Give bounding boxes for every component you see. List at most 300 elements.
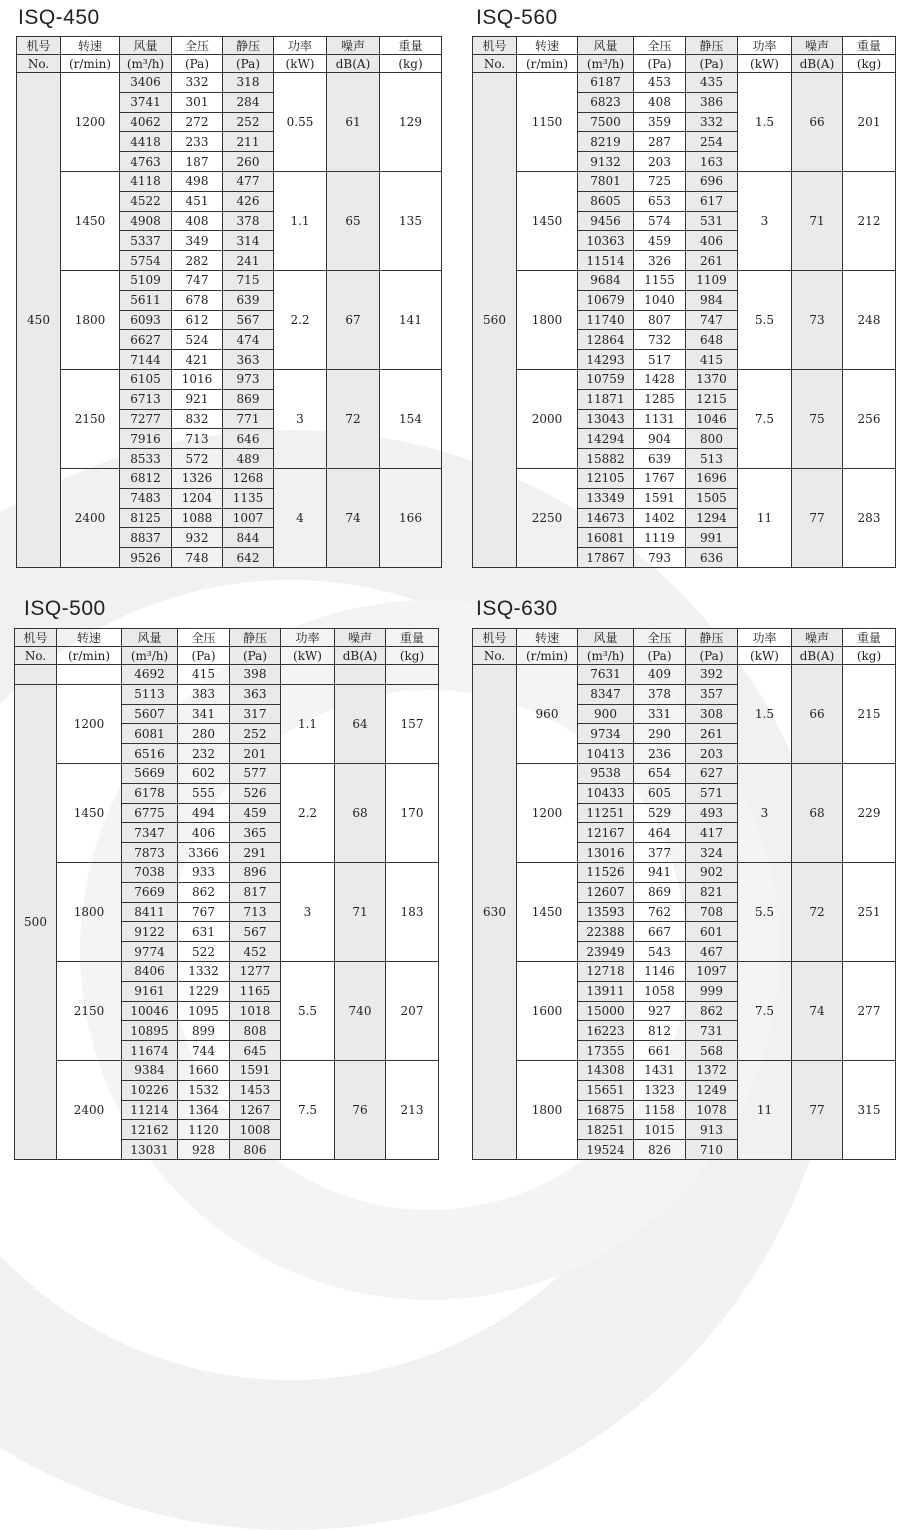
total-pressure-cell: 747 <box>172 270 223 290</box>
static-pressure-cell: 1372 <box>686 1060 738 1080</box>
power-cell: 4 <box>274 468 327 567</box>
airflow-cell: 17355 <box>578 1041 634 1061</box>
noise-cell: 72 <box>792 862 843 961</box>
total-pressure-cell: 406 <box>178 823 230 843</box>
total-pressure-cell: 524 <box>172 330 223 350</box>
static-pressure-cell: 991 <box>686 528 738 548</box>
airflow-cell: 7144 <box>120 350 172 370</box>
total-pressure-cell: 1131 <box>634 409 686 429</box>
static-pressure-cell: 398 <box>230 665 281 685</box>
header-noise-unit: dB(A) <box>327 55 380 73</box>
total-pressure-cell: 522 <box>178 942 230 962</box>
total-pressure-cell: 272 <box>172 112 223 132</box>
total-pressure-cell: 812 <box>634 1021 686 1041</box>
total-pressure-cell: 1767 <box>634 468 686 488</box>
static-pressure-cell: 627 <box>686 763 738 783</box>
static-pressure-cell: 261 <box>686 724 738 744</box>
power-cell: 1.5 <box>738 665 792 764</box>
header-model-unit: No. <box>473 647 517 665</box>
total-pressure-cell: 529 <box>634 803 686 823</box>
header-speed-unit: (r/min) <box>61 55 120 73</box>
total-pressure-cell: 377 <box>634 843 686 863</box>
total-pressure-cell: 232 <box>178 744 230 764</box>
airflow-cell: 9734 <box>578 724 634 744</box>
header-static-pressure: 静压 <box>686 37 738 55</box>
power-cell: 2.2 <box>281 763 335 862</box>
airflow-cell: 9774 <box>122 942 178 962</box>
total-pressure-cell: 543 <box>634 942 686 962</box>
total-pressure-cell: 378 <box>634 684 686 704</box>
weight-cell: 283 <box>843 468 896 567</box>
noise-cell: 74 <box>792 961 843 1060</box>
speed-cell: 1450 <box>517 862 578 961</box>
table-row <box>17 270 442 290</box>
airflow-cell: 9161 <box>122 981 178 1001</box>
static-pressure-cell: 806 <box>230 1140 281 1160</box>
header-total-pressure: 全压 <box>178 629 230 647</box>
model-cell: 630 <box>473 665 517 1160</box>
header-airflow-unit: (m³/h) <box>120 55 172 73</box>
static-pressure-cell: 365 <box>230 823 281 843</box>
airflow-cell: 11514 <box>578 251 634 271</box>
power-cell: 5.5 <box>281 961 335 1060</box>
header-speed: 转速 <box>517 37 578 55</box>
power-cell: 1.1 <box>274 171 327 270</box>
table-title: ISQ-500 <box>24 597 106 620</box>
speed-cell: 2400 <box>57 1060 122 1159</box>
airflow-cell: 16081 <box>578 528 634 548</box>
static-pressure-cell: 291 <box>230 843 281 863</box>
total-pressure-cell: 572 <box>172 449 223 469</box>
table-row <box>473 468 896 488</box>
airflow-cell: 12105 <box>578 468 634 488</box>
airflow-cell: 10363 <box>578 231 634 251</box>
noise-cell: 64 <box>335 684 386 763</box>
airflow-cell: 17867 <box>578 548 634 568</box>
static-pressure-cell: 642 <box>223 548 274 568</box>
power-cell: 5.5 <box>738 862 792 961</box>
speed-cell: 2150 <box>61 369 120 468</box>
header-speed: 转速 <box>517 629 578 647</box>
header-model: 机号 <box>15 629 57 647</box>
static-pressure-cell: 645 <box>230 1041 281 1061</box>
total-pressure-cell: 290 <box>634 724 686 744</box>
static-pressure-cell: 747 <box>686 310 738 330</box>
static-pressure-cell: 1249 <box>686 1080 738 1100</box>
airflow-cell: 900 <box>578 704 634 724</box>
airflow-cell: 6178 <box>122 783 178 803</box>
airflow-cell: 15651 <box>578 1080 634 1100</box>
total-pressure-cell: 653 <box>634 191 686 211</box>
speed-cell: 1800 <box>517 1060 578 1159</box>
table-row <box>15 1060 439 1080</box>
airflow-cell: 11674 <box>122 1041 178 1061</box>
total-pressure-cell: 494 <box>178 803 230 823</box>
static-pressure-cell: 731 <box>686 1021 738 1041</box>
header-power-unit: (kW) <box>274 55 327 73</box>
total-pressure-cell: 1146 <box>634 961 686 981</box>
total-pressure-cell: 1204 <box>172 488 223 508</box>
table-row <box>473 665 896 685</box>
static-pressure-cell: 415 <box>686 350 738 370</box>
header-speed-unit: (r/min) <box>57 647 122 665</box>
total-pressure-cell: 921 <box>172 389 223 409</box>
total-pressure-cell: 332 <box>172 73 223 93</box>
speed-cell: 1450 <box>517 171 578 270</box>
spec-table-isq450 <box>16 36 442 568</box>
airflow-cell: 5754 <box>120 251 172 271</box>
total-pressure-cell: 748 <box>172 548 223 568</box>
power-cell <box>281 665 335 685</box>
airflow-cell: 6713 <box>120 389 172 409</box>
power-cell: 7.5 <box>738 369 792 468</box>
airflow-cell: 10895 <box>122 1021 178 1041</box>
power-cell: 7.5 <box>738 961 792 1060</box>
total-pressure-cell: 331 <box>634 704 686 724</box>
total-pressure-cell: 932 <box>172 528 223 548</box>
speed-cell: 1800 <box>61 270 120 369</box>
speed-cell: 1200 <box>57 684 122 763</box>
total-pressure-cell: 359 <box>634 112 686 132</box>
header-speed-unit: (r/min) <box>517 647 578 665</box>
speed-cell: 1150 <box>517 73 578 172</box>
total-pressure-cell: 602 <box>178 763 230 783</box>
airflow-cell: 7347 <box>122 823 178 843</box>
static-pressure-cell: 357 <box>686 684 738 704</box>
airflow-cell: 6812 <box>120 468 172 488</box>
static-pressure-cell: 648 <box>686 330 738 350</box>
speed-cell: 960 <box>517 665 578 764</box>
airflow-cell: 7916 <box>120 429 172 449</box>
static-pressure-cell: 1215 <box>686 389 738 409</box>
noise-cell: 740 <box>335 961 386 1060</box>
noise-cell: 61 <box>327 73 380 172</box>
static-pressure-cell: 771 <box>223 409 274 429</box>
table-row <box>17 369 442 389</box>
total-pressure-cell: 1088 <box>172 508 223 528</box>
airflow-cell: 13043 <box>578 409 634 429</box>
total-pressure-cell: 282 <box>172 251 223 271</box>
total-pressure-cell: 187 <box>172 152 223 172</box>
header-power-unit: (kW) <box>738 55 792 73</box>
table-row <box>15 665 439 685</box>
static-pressure-cell: 1267 <box>230 1100 281 1120</box>
power-cell: 11 <box>738 1060 792 1159</box>
static-pressure-cell: 378 <box>223 211 274 231</box>
total-pressure-cell: 1120 <box>178 1120 230 1140</box>
static-pressure-cell: 1109 <box>686 270 738 290</box>
power-cell: 7.5 <box>281 1060 335 1159</box>
total-pressure-cell: 459 <box>634 231 686 251</box>
weight-cell: 229 <box>843 763 896 862</box>
static-pressure-cell: 332 <box>686 112 738 132</box>
airflow-cell: 6105 <box>120 369 172 389</box>
static-pressure-cell: 363 <box>230 684 281 704</box>
weight-cell: 212 <box>843 171 896 270</box>
model-cell: 500 <box>15 684 57 1159</box>
power-cell: 1.5 <box>738 73 792 172</box>
total-pressure-cell: 1591 <box>634 488 686 508</box>
static-pressure-cell: 1591 <box>230 1060 281 1080</box>
total-pressure-cell: 725 <box>634 171 686 191</box>
airflow-cell: 8411 <box>122 902 178 922</box>
header-model: 机号 <box>17 37 61 55</box>
airflow-cell: 14294 <box>578 429 634 449</box>
total-pressure-cell: 464 <box>634 823 686 843</box>
airflow-cell: 9132 <box>578 152 634 172</box>
airflow-cell: 6823 <box>578 92 634 112</box>
airflow-cell: 6516 <box>122 744 178 764</box>
total-pressure-cell: 415 <box>178 665 230 685</box>
airflow-cell: 14308 <box>578 1060 634 1080</box>
static-pressure-cell: 308 <box>686 704 738 724</box>
airflow-cell: 6081 <box>122 724 178 744</box>
table-row <box>17 171 442 191</box>
header-model: 机号 <box>473 37 517 55</box>
static-pressure-cell: 241 <box>223 251 274 271</box>
airflow-cell: 4908 <box>120 211 172 231</box>
table-row <box>473 73 896 93</box>
noise-cell: 66 <box>792 665 843 764</box>
header-weight-unit: (kg) <box>843 55 896 73</box>
airflow-cell: 6093 <box>120 310 172 330</box>
weight-cell: 201 <box>843 73 896 172</box>
total-pressure-cell: 1095 <box>178 1001 230 1021</box>
header-power-unit: (kW) <box>281 647 335 665</box>
noise-cell: 68 <box>792 763 843 862</box>
noise-cell: 73 <box>792 270 843 369</box>
airflow-cell: 9538 <box>578 763 634 783</box>
total-pressure-cell: 1158 <box>634 1100 686 1120</box>
static-pressure-cell: 474 <box>223 330 274 350</box>
airflow-cell: 8837 <box>120 528 172 548</box>
noise-cell: 71 <box>792 171 843 270</box>
speed-cell: 1200 <box>517 763 578 862</box>
header-row <box>473 37 896 55</box>
static-pressure-cell: 1046 <box>686 409 738 429</box>
table-row <box>17 73 442 93</box>
model-cell: 560 <box>473 73 517 568</box>
airflow-cell: 16875 <box>578 1100 634 1120</box>
header-airflow-unit: (m³/h) <box>578 55 634 73</box>
header-airflow: 风量 <box>122 629 178 647</box>
airflow-cell: 3406 <box>120 73 172 93</box>
static-pressure-cell: 531 <box>686 211 738 231</box>
airflow-cell: 6187 <box>578 73 634 93</box>
table-row <box>17 468 442 488</box>
total-pressure-cell: 678 <box>172 290 223 310</box>
airflow-cell: 7038 <box>122 862 178 882</box>
speed-cell: 1600 <box>517 961 578 1060</box>
table-row <box>15 862 439 882</box>
spec-table-isq560 <box>472 36 896 568</box>
spec-table-isq630 <box>472 628 896 1160</box>
table-row <box>473 862 896 882</box>
static-pressure-cell: 913 <box>686 1120 738 1140</box>
airflow-cell: 8605 <box>578 191 634 211</box>
speed-cell: 2000 <box>517 369 578 468</box>
static-pressure-cell: 1007 <box>223 508 274 528</box>
static-pressure-cell: 1165 <box>230 981 281 1001</box>
total-pressure-cell: 1229 <box>178 981 230 1001</box>
static-pressure-cell: 869 <box>223 389 274 409</box>
total-pressure-cell: 1431 <box>634 1060 686 1080</box>
airflow-cell: 14293 <box>578 350 634 370</box>
total-pressure-cell: 203 <box>634 152 686 172</box>
noise-cell: 75 <box>792 369 843 468</box>
speed-cell: 1800 <box>57 862 122 961</box>
header-power: 功率 <box>274 37 327 55</box>
total-pressure-cell: 928 <box>178 1140 230 1160</box>
speed-cell: 2400 <box>61 468 120 567</box>
header-noise-unit: dB(A) <box>792 55 843 73</box>
airflow-cell: 13016 <box>578 843 634 863</box>
static-pressure-cell: 318 <box>223 73 274 93</box>
header-model-unit: No. <box>15 647 57 665</box>
weight-cell: 315 <box>843 1060 896 1159</box>
airflow-cell: 4522 <box>120 191 172 211</box>
noise-cell: 77 <box>792 1060 843 1159</box>
header-row <box>473 629 896 647</box>
static-pressure-cell: 844 <box>223 528 274 548</box>
header-weight-unit: (kg) <box>843 647 896 665</box>
speed-cell: 2250 <box>517 468 578 567</box>
static-pressure-cell: 639 <box>223 290 274 310</box>
static-pressure-cell: 477 <box>223 171 274 191</box>
weight-cell: 213 <box>386 1060 439 1159</box>
table-row <box>15 763 439 783</box>
airflow-cell: 13593 <box>578 902 634 922</box>
total-pressure-cell: 654 <box>634 763 686 783</box>
header-noise-unit: dB(A) <box>792 647 843 665</box>
header-power: 功率 <box>738 629 792 647</box>
speed-cell: 1800 <box>517 270 578 369</box>
noise-cell: 76 <box>335 1060 386 1159</box>
airflow-cell: 9456 <box>578 211 634 231</box>
static-pressure-cell: 999 <box>686 981 738 1001</box>
static-pressure-cell: 1268 <box>223 468 274 488</box>
header-total-pressure-unit: (Pa) <box>178 647 230 665</box>
model-cell <box>15 665 57 685</box>
table-row <box>473 270 896 290</box>
total-pressure-cell: 408 <box>634 92 686 112</box>
airflow-cell: 5611 <box>120 290 172 310</box>
airflow-cell: 4062 <box>120 112 172 132</box>
total-pressure-cell: 233 <box>172 132 223 152</box>
weight-cell <box>386 665 439 685</box>
total-pressure-cell: 287 <box>634 132 686 152</box>
airflow-cell: 10759 <box>578 369 634 389</box>
spec-table-isq500 <box>14 628 439 1160</box>
header-speed: 转速 <box>57 629 122 647</box>
total-pressure-cell: 767 <box>178 902 230 922</box>
static-pressure-cell: 617 <box>686 191 738 211</box>
airflow-cell: 19524 <box>578 1140 634 1160</box>
airflow-cell: 12167 <box>578 823 634 843</box>
total-pressure-cell: 933 <box>178 862 230 882</box>
static-pressure-cell: 526 <box>230 783 281 803</box>
static-pressure-cell: 452 <box>230 942 281 962</box>
airflow-cell: 6627 <box>120 330 172 350</box>
static-pressure-cell: 636 <box>686 548 738 568</box>
power-cell: 11 <box>738 468 792 567</box>
header-row-units <box>473 55 896 73</box>
weight-cell: 166 <box>380 468 442 567</box>
total-pressure-cell: 1119 <box>634 528 686 548</box>
model-cell: 450 <box>17 73 61 568</box>
total-pressure-cell: 383 <box>178 684 230 704</box>
airflow-cell: 7483 <box>120 488 172 508</box>
header-power: 功率 <box>738 37 792 55</box>
static-pressure-cell: 571 <box>686 783 738 803</box>
static-pressure-cell: 1696 <box>686 468 738 488</box>
static-pressure-cell: 567 <box>230 922 281 942</box>
weight-cell: 135 <box>380 171 442 270</box>
static-pressure-cell: 252 <box>223 112 274 132</box>
airflow-cell: 18251 <box>578 1120 634 1140</box>
header-airflow: 风量 <box>578 37 634 55</box>
airflow-cell: 6775 <box>122 803 178 823</box>
static-pressure-cell: 567 <box>223 310 274 330</box>
static-pressure-cell: 211 <box>223 132 274 152</box>
header-model-unit: No. <box>473 55 517 73</box>
static-pressure-cell: 1453 <box>230 1080 281 1100</box>
static-pressure-cell: 646 <box>223 429 274 449</box>
total-pressure-cell: 1428 <box>634 369 686 389</box>
total-pressure-cell: 3366 <box>178 843 230 863</box>
weight-cell: 215 <box>843 665 896 764</box>
airflow-cell: 3741 <box>120 92 172 112</box>
airflow-cell: 8219 <box>578 132 634 152</box>
static-pressure-cell: 260 <box>223 152 274 172</box>
total-pressure-cell: 1364 <box>178 1100 230 1120</box>
total-pressure-cell: 612 <box>172 310 223 330</box>
total-pressure-cell: 832 <box>172 409 223 429</box>
header-static-pressure: 静压 <box>686 629 738 647</box>
weight-cell: 277 <box>843 961 896 1060</box>
weight-cell: 256 <box>843 369 896 468</box>
static-pressure-cell: 426 <box>223 191 274 211</box>
table-row <box>473 961 896 981</box>
airflow-cell: 8406 <box>122 961 178 981</box>
speed-cell: 1200 <box>61 73 120 172</box>
total-pressure-cell: 1332 <box>178 961 230 981</box>
total-pressure-cell: 408 <box>172 211 223 231</box>
weight-cell: 183 <box>386 862 439 961</box>
airflow-cell: 23949 <box>578 942 634 962</box>
speed-cell: 1450 <box>57 763 122 862</box>
airflow-cell: 15000 <box>578 1001 634 1021</box>
static-pressure-cell: 363 <box>223 350 274 370</box>
power-cell: 5.5 <box>738 270 792 369</box>
static-pressure-cell: 392 <box>686 665 738 685</box>
airflow-cell: 13911 <box>578 981 634 1001</box>
header-weight-unit: (kg) <box>386 647 439 665</box>
header-total-pressure: 全压 <box>172 37 223 55</box>
static-pressure-cell: 713 <box>230 902 281 922</box>
weight-cell: 248 <box>843 270 896 369</box>
total-pressure-cell: 326 <box>634 251 686 271</box>
total-pressure-cell: 941 <box>634 862 686 882</box>
header-static-pressure-unit: (Pa) <box>686 55 738 73</box>
header-model: 机号 <box>473 629 517 647</box>
total-pressure-cell: 899 <box>178 1021 230 1041</box>
airflow-cell: 10679 <box>578 290 634 310</box>
static-pressure-cell: 489 <box>223 449 274 469</box>
weight-cell: 251 <box>843 862 896 961</box>
static-pressure-cell: 317 <box>230 704 281 724</box>
header-total-pressure: 全压 <box>634 37 686 55</box>
